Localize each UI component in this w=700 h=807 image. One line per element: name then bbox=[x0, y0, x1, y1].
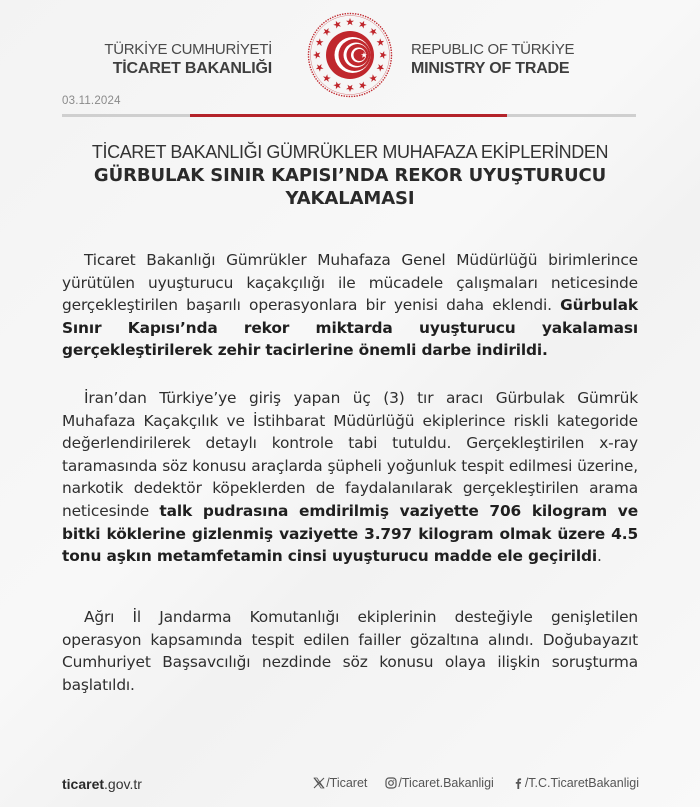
social-link-x[interactable] bbox=[313, 776, 367, 790]
header-divider-accent bbox=[190, 114, 507, 117]
header-ministry-en bbox=[411, 40, 574, 78]
paragraph-3 bbox=[62, 606, 638, 696]
title-line-2: GÜRBULAK SINIR KAPISI’NDA REKOR UYUŞTURUCU bbox=[93, 165, 607, 186]
press-release-date: 03.11.2024 bbox=[62, 95, 121, 107]
footer-site-rest: .gov.tr bbox=[104, 776, 142, 792]
social-link-instagram[interactable] bbox=[385, 776, 493, 790]
paragraph-2-bold: talk pudrasına emdirilmiş vaziyette 706 kilogram ve bitki köklerine gizlenmiş vaziyette 3.797 kilogram olmak üzere 4.5 tonu aşkın metamfetamin cinsi uyuşturucu madde ele geçirildi bbox=[62, 501, 638, 566]
header-ministry-tr bbox=[104, 40, 272, 78]
facebook-icon bbox=[512, 777, 524, 789]
paragraph-1 bbox=[62, 249, 638, 362]
header-ministry-name-en: MINISTRY OF TRADE bbox=[411, 60, 570, 77]
header-ministry-name-tr: TİCARET BAKANLIĞI bbox=[112, 60, 272, 77]
paragraph-2-tail: . bbox=[596, 547, 602, 566]
header-republic-tr: TÜRKİYE CUMHURİYETİ bbox=[104, 41, 272, 58]
header-republic-en: REPUBLIC OF TÜRKİYE bbox=[411, 41, 575, 58]
header-divider bbox=[62, 114, 636, 117]
paragraph-1-text: Ticaret Bakanlığı Gümrükler Muhafaza Genel Müdürlüğü birimlerince yürütülen uyuşturucu kaçakçılığı ile mücadele çalışmaları neticesinde gerçekleştirilen başarılı operasyonlara bir yenisi daha eklendi. bbox=[62, 251, 638, 315]
ministry-emblem-icon bbox=[306, 11, 394, 99]
instagram-icon bbox=[385, 777, 397, 789]
paragraph-3-text: Ağrı İl Jandarma Komutanlığı ekiplerinin desteğiyle genişletilen operasyon kapsamında tespit edilen failler gözaltına alındı. Doğubayazıt Cumhuriyet Başsavcılığı nezdinde söz konusu olaya ilişkin soruşturma başlatıldı. bbox=[62, 608, 638, 694]
x-twitter-icon bbox=[313, 777, 325, 789]
social-label-x: /Ticaret bbox=[326, 776, 368, 790]
social-label-facebook: /T.C.TicaretBakanligi bbox=[524, 776, 639, 790]
social-link-facebook[interactable] bbox=[512, 776, 639, 790]
footer-website-link[interactable] bbox=[62, 776, 142, 792]
footer-site-bold: ticaret bbox=[62, 776, 105, 792]
paragraph-2-text: İran’dan Türkiye’ye giriş yapan üç (3) tır aracı Gürbulak Gümrük Muhafaza Kaçakçılık ve İstihbarat Müdürlüğü ekiplerince riskli kategoride değerlendirilerek detaylı kontrole tabi tutuldu. Gerçekleştirilen x-ray taramasında söz konusu araçlarda şüpheli yoğunluk tespit edilmesi üzerine, narkotik dedektör köpeklerden de faydalanılarak gerçekleştirilen arama neticesinde bbox=[62, 389, 638, 520]
footer-socials bbox=[313, 776, 639, 790]
page-title bbox=[40, 141, 660, 210]
title-line-1: TİCARET BAKANLIĞI GÜMRÜKLER MUHAFAZA EKİPLERİNDEN bbox=[91, 142, 609, 162]
paragraph-1-bold: Gürbulak Sınır Kapısı’nda rekor miktarda uyuşturucu yakalaması gerçekleştirilerek zehir tacirlerine önemli darbe indirildi. bbox=[62, 296, 638, 360]
title-line-3: YAKALAMASI bbox=[285, 188, 415, 209]
paragraph-2 bbox=[62, 387, 638, 568]
social-label-instagram: /Ticaret.Bakanligi bbox=[398, 776, 494, 790]
